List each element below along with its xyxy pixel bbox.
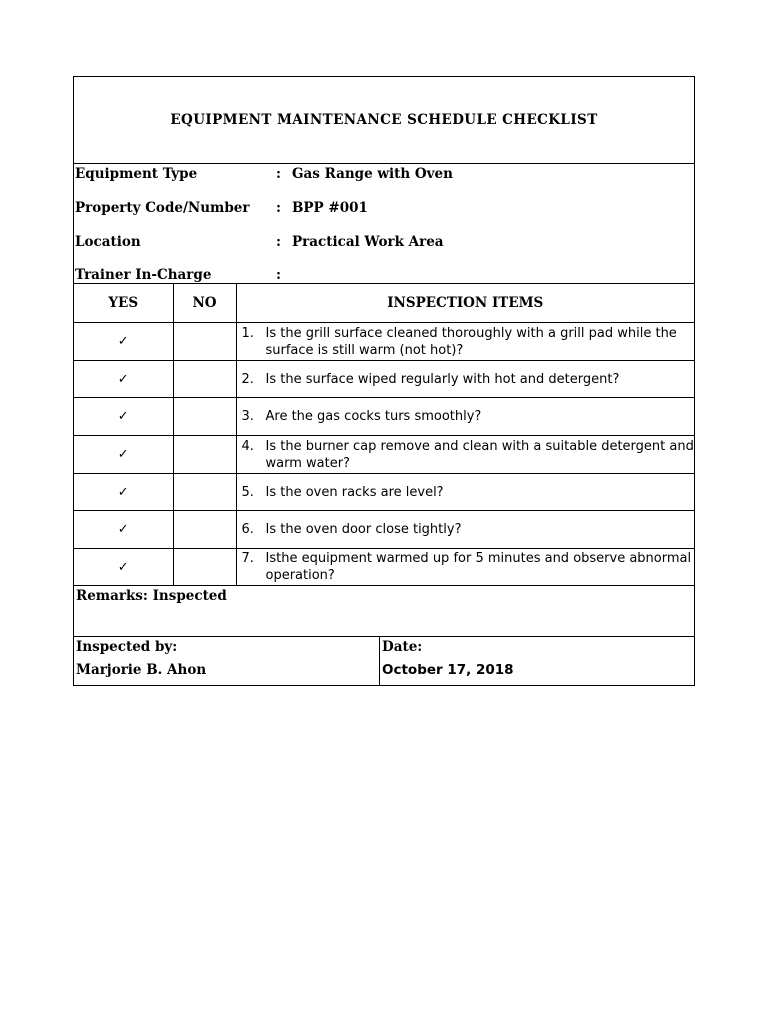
info-label: Equipment Type <box>75 166 198 182</box>
header-yes: YES <box>74 284 173 323</box>
no-cell <box>173 398 236 436</box>
info-colon: : <box>276 267 281 283</box>
yes-checkmark: ✓ <box>74 511 173 549</box>
item-number: 2. <box>241 371 254 387</box>
no-cell <box>173 361 236 398</box>
inspector-name: Marjorie B. Ahon <box>76 662 207 678</box>
title-row <box>74 77 694 164</box>
info-value: Practical Work Area <box>292 234 444 250</box>
info-value: Gas Range with Oven <box>292 166 453 182</box>
item-number: 7. <box>241 551 254 566</box>
yes-checkmark: ✓ <box>74 361 173 398</box>
item-text: Is the oven door close tightly? <box>265 522 462 537</box>
no-cell <box>173 474 236 511</box>
form-title: EQUIPMENT MAINTENANCE SCHEDULE CHECKLIST <box>170 112 598 128</box>
inspection-item <box>236 436 694 474</box>
info-colon: : <box>276 166 281 182</box>
yes-checkmark: ✓ <box>74 474 173 511</box>
info-label: Property Code/Number <box>75 200 250 216</box>
inspection-item <box>236 549 694 586</box>
table-row <box>74 549 694 586</box>
inspection-item <box>236 474 694 511</box>
item-text: Isthe equipment warmed up for 5 minutes and observe abnormal operation? <box>265 551 692 583</box>
header-inspection-items: INSPECTION ITEMS <box>236 284 694 323</box>
table-row <box>74 398 694 436</box>
inspection-table <box>74 283 694 587</box>
date-cell <box>380 637 694 685</box>
inspected-by-cell <box>74 637 380 685</box>
date-value: October 17, 2018 <box>382 662 514 678</box>
checklist-form <box>73 76 695 686</box>
no-cell <box>173 323 236 361</box>
no-cell <box>173 511 236 549</box>
table-row <box>74 474 694 511</box>
yes-checkmark: ✓ <box>74 398 173 436</box>
item-text: Is the oven racks are level? <box>265 484 444 500</box>
item-number: 1. <box>241 325 254 341</box>
header-no: NO <box>173 284 236 323</box>
item-text: Is the grill surface cleaned thoroughly with a grill pad while the surface is still warm (not hot)? <box>265 325 677 358</box>
table-header-row <box>74 284 694 323</box>
table-row <box>74 323 694 361</box>
item-number: 6. <box>241 522 254 537</box>
info-colon: : <box>276 200 281 216</box>
table-row <box>74 361 694 398</box>
item-text: Is the surface wiped regularly with hot and detergent? <box>265 371 620 387</box>
item-number: 3. <box>241 409 254 424</box>
remarks-text: Remarks: Inspected <box>76 588 227 604</box>
table-row <box>74 511 694 549</box>
inspection-item <box>236 361 694 398</box>
equipment-info <box>74 164 694 284</box>
no-cell <box>173 549 236 586</box>
info-label: Trainer In-Charge <box>75 267 212 283</box>
inspection-item <box>236 511 694 549</box>
no-cell <box>173 436 236 474</box>
remarks-section <box>74 587 694 637</box>
item-number: 5. <box>241 484 254 500</box>
yes-checkmark: ✓ <box>74 549 173 586</box>
yes-checkmark: ✓ <box>74 436 173 474</box>
item-text: Are the gas cocks turs smoothly? <box>265 409 482 424</box>
info-label: Location <box>75 234 141 250</box>
inspection-item <box>236 398 694 436</box>
inspection-item <box>236 323 694 361</box>
info-value: BPP #001 <box>292 200 368 216</box>
table-row <box>74 436 694 474</box>
item-number: 4. <box>241 438 254 454</box>
date-label: Date: <box>382 639 423 655</box>
signature-section <box>74 637 694 685</box>
item-text: Is the burner cap remove and clean with a suitable detergent and warm water? <box>265 438 694 471</box>
inspected-by-label: Inspected by: <box>76 639 178 655</box>
yes-checkmark: ✓ <box>74 323 173 361</box>
info-colon: : <box>276 234 281 250</box>
